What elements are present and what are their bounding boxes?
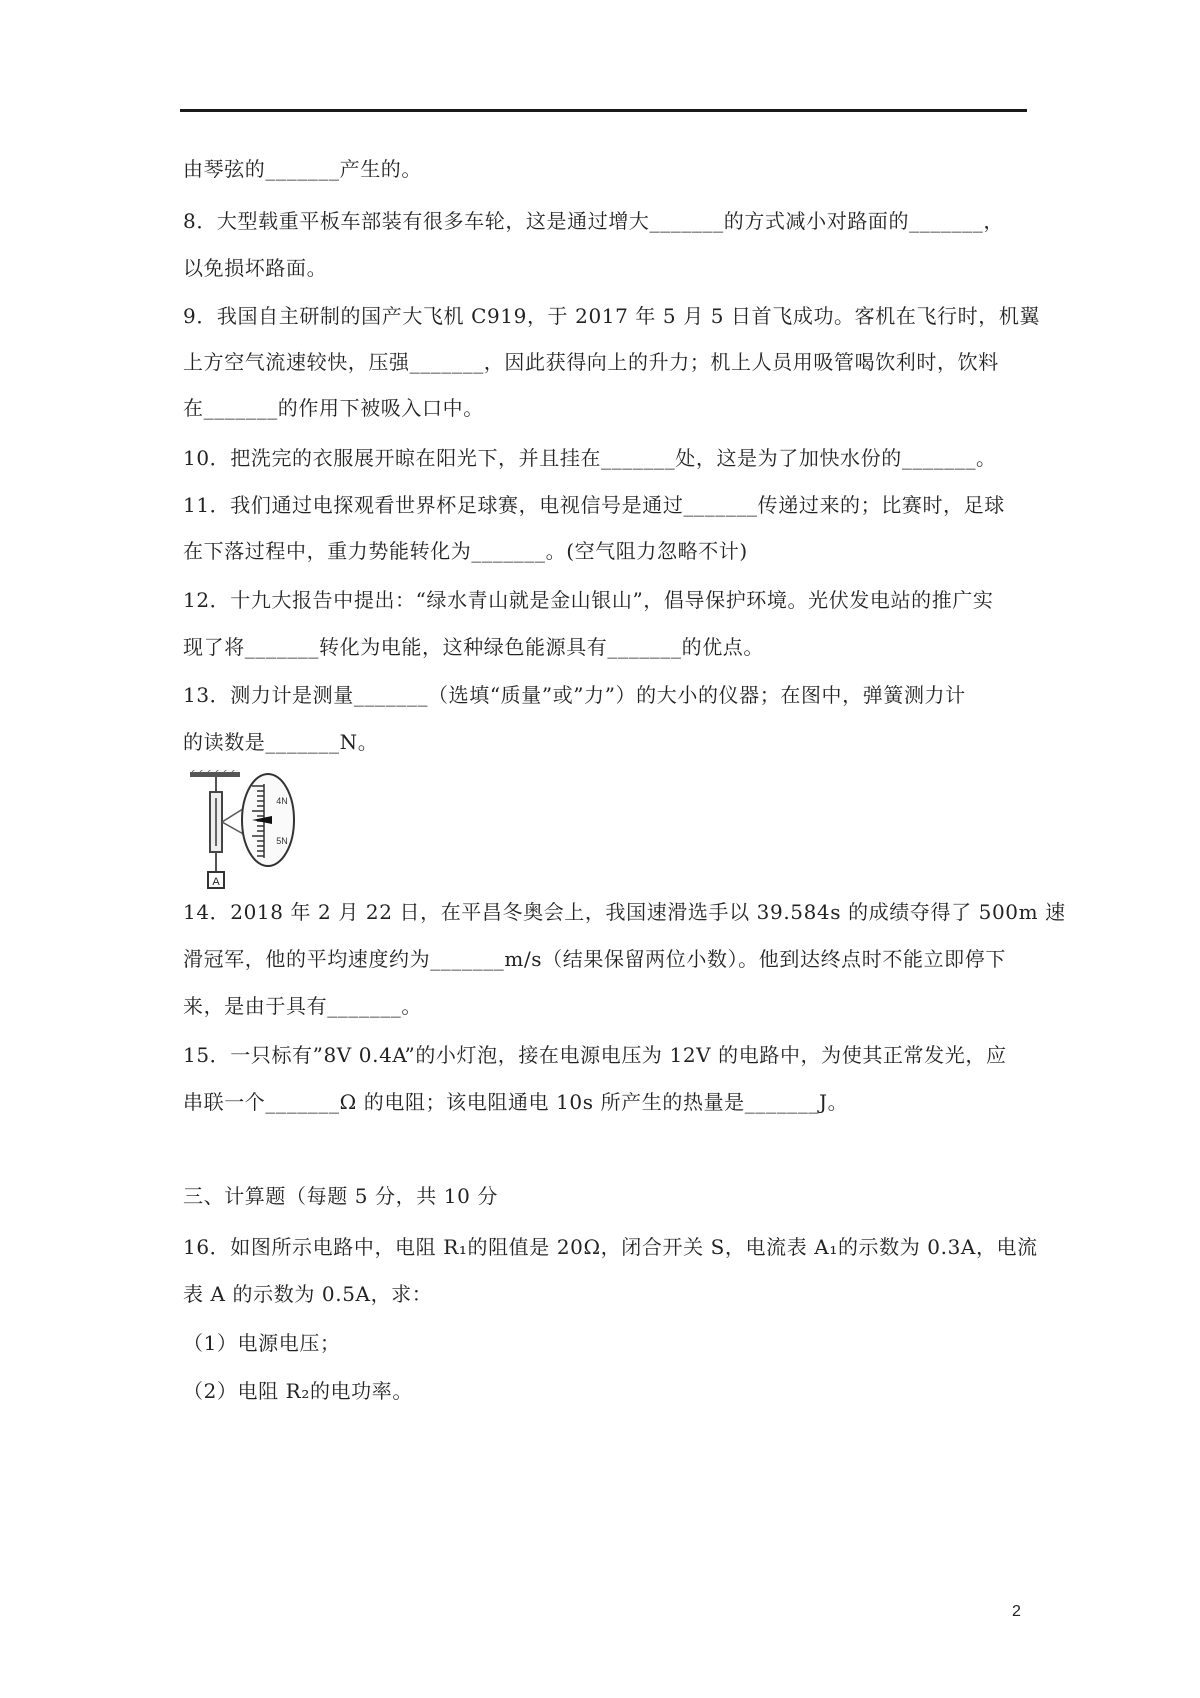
text-line: 8．大型载重平板车部装有很多车轮，这是通过增大_______的方式减小对路面的_______， [183, 209, 1004, 233]
weight-block-label: A [212, 876, 220, 888]
text-line: 10．把洗完的衣服展开晾在阳光下，并且挂在_______处，这是为了加快水份的_______。 [183, 446, 997, 470]
text-line: （1）电源电压； [183, 1331, 341, 1355]
text-line: 13．测力计是测量_______（选填“质量”或”力”）的大小的仪器；在图中，弹簧测力计 [183, 683, 966, 707]
text-line: 滑冠军，他的平均速度约为_______m/s（结果保留两位小数）。他到达终点时不能立即停下 [183, 947, 1006, 971]
text-line: 9．我国自主研制的国产大飞机 C919，于 2017 年 5 月 5 日首飞成功。客机在飞行时，机翼 [183, 304, 1041, 328]
text-line: 上方空气流速较快，压强_______，因此获得向上的升力；机上人员用吸管喝饮利时，饮料 [183, 350, 999, 374]
text-line: 在下落过程中，重力势能转化为_______。(空气阻力忽略不计) [183, 539, 748, 563]
text-line: （2）电阻 R₂的电功率。 [183, 1379, 413, 1403]
ceiling-bar [190, 772, 240, 777]
header-rule [180, 109, 1027, 112]
text-line: 15．一只标有”8V 0.4A”的小灯泡，接在电源电压为 12V 的电路中，为使其正常发光，应 [183, 1043, 1007, 1067]
section-heading: 三、计算题（每题 5 分，共 10 分 [183, 1184, 499, 1208]
text-line: 由琴弦的_______产生的。 [183, 157, 422, 181]
text-line: 12．十九大报告中提出：“绿水青山就是金山银山”，倡导保护环境。光伏发电站的推广实 [183, 588, 994, 612]
scale-label-upper: 4N [276, 796, 288, 806]
text-line: 的读数是_______N。 [183, 730, 379, 754]
spring-scale-figure [186, 770, 298, 892]
text-line: 串联一个_______Ω 的电阻；该电阻通电 10s 所产生的热量是_______J。 [183, 1090, 849, 1114]
text-line: 以免损坏路面。 [183, 256, 328, 280]
text-line: 在_______的作用下被吸入口中。 [183, 396, 484, 420]
text-line: 14．2018 年 2 月 22 日，在平昌冬奥会上，我国速滑选手以 39.584s 的成绩夺得了 500m 速 [183, 900, 1066, 924]
page-number: 2 [1012, 1603, 1021, 1620]
text-line: 来，是由于具有_______。 [183, 994, 422, 1018]
text-line: 现了将_______转化为电能，这种绿色能源具有_______的优点。 [183, 635, 764, 659]
text-line: 11．我们通过电探观看世界杯足球赛，电视信号是通过_______传递过来的；比赛时，足球 [183, 493, 1005, 517]
scale-label-lower: 5N [276, 836, 288, 846]
text-line: 16．如图所示电路中，电阻 R₁的阻值是 20Ω，闭合开关 S，电流表 A₁的示数为 0.3A，电流 [183, 1235, 1038, 1259]
text-line: 表 A 的示数为 0.5A，求： [183, 1282, 433, 1306]
